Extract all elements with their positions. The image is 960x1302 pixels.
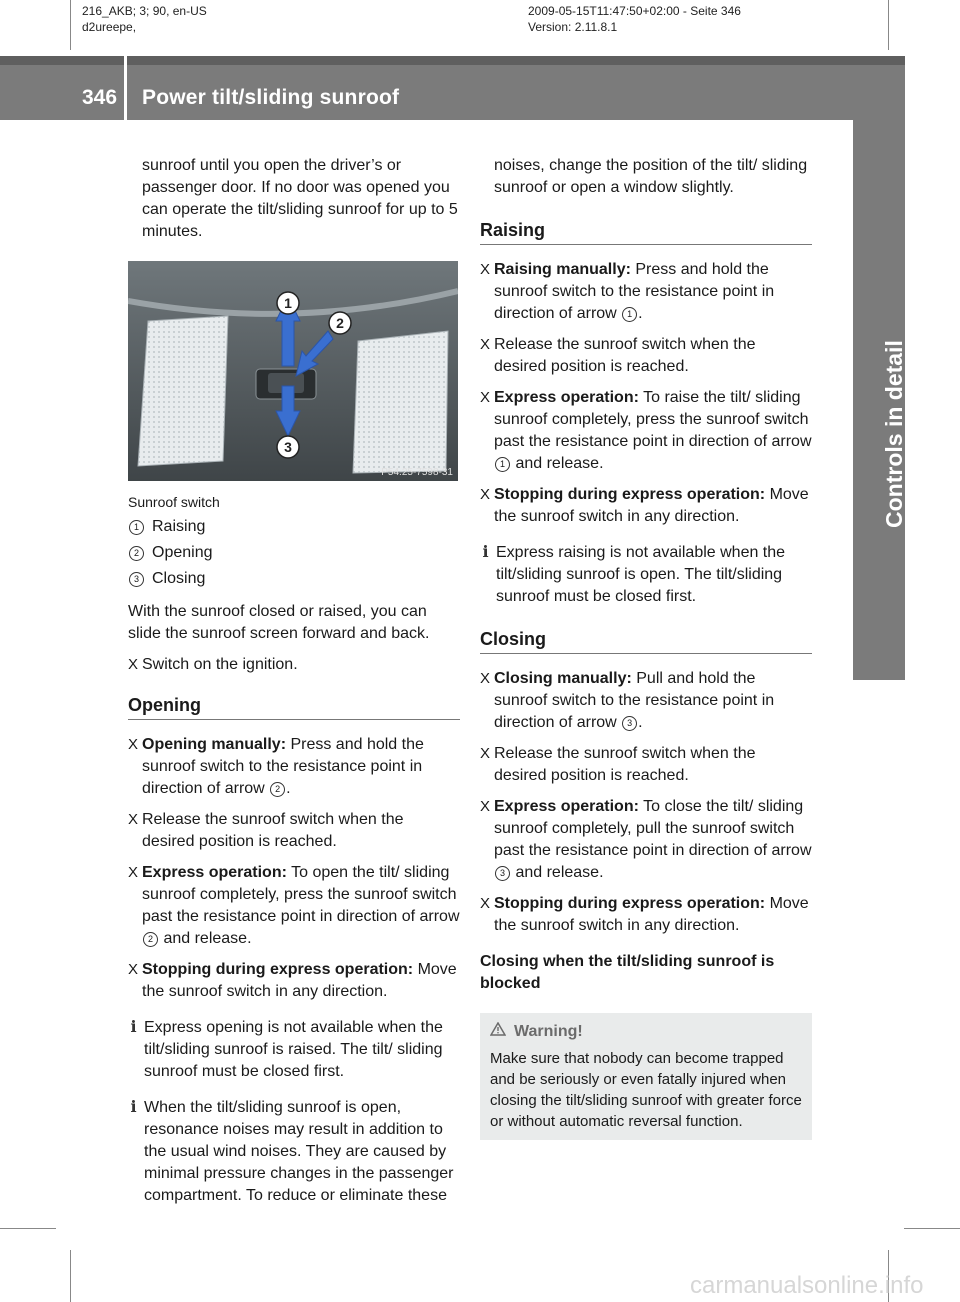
legend-label: Opening [152, 544, 213, 561]
callout-number: 3 [495, 866, 510, 881]
step-text: . [638, 714, 643, 731]
step-text: and release. [159, 930, 252, 947]
info-icon: i [130, 1017, 137, 1036]
step-text: and release. [511, 864, 604, 881]
step-label: Closing manually: [494, 670, 632, 687]
step-text: Move the sunroof switch in any direction. [494, 895, 809, 934]
instruction-step [480, 259, 812, 325]
callout-number: 2 [143, 932, 158, 947]
step-arrow-icon: X [480, 670, 491, 687]
step-text: Move the sunroof switch in any direction. [494, 486, 809, 525]
step-label: Express operation: [142, 864, 287, 881]
legend-label: Raising [152, 518, 206, 535]
step-arrow-icon: X [480, 745, 491, 762]
step-label: Express operation: [494, 798, 639, 815]
crop-mark [888, 0, 889, 50]
step-text: and release. [511, 455, 604, 472]
warning-box [480, 1013, 812, 1140]
right-column [480, 155, 812, 1140]
callout-number: 2 [270, 782, 285, 797]
step-arrow-icon: X [128, 736, 139, 753]
instruction-step [480, 668, 812, 734]
intro-paragraph: sunroof until you open the driver’s or passenger door. If no door was opened you can operate the tilt/sliding sunroof for up to 5 minutes. [142, 157, 458, 240]
step-text: To open the tilt/ sliding sunroof completely, press the sunroof switch past the resistance point in direction of arrow [142, 864, 460, 925]
instruction-step [480, 484, 812, 528]
step-arrow-icon: X [128, 864, 139, 881]
section-heading-raising: Raising [480, 219, 812, 245]
instruction-step [128, 654, 460, 676]
step-arrow-icon: X [480, 486, 491, 503]
step-label: Express operation: [494, 389, 639, 406]
step-text: . [638, 305, 643, 322]
legend-item [128, 541, 460, 567]
legend-item [128, 567, 460, 593]
page-number: 346 [82, 86, 118, 109]
step-text: Press and hold the sunroof switch to the resistance point in direction of arrow [494, 261, 775, 322]
callout-number: 1 [622, 307, 637, 322]
page-title: Power tilt/sliding sunroof [142, 86, 400, 109]
figure-caption: Sunroof switch [128, 494, 220, 510]
side-tab-label: Controls in detail [881, 340, 907, 528]
info-text: Express raising is not available when the tilt/sliding sunroof is open. The tilt/sliding sunroof must be closed first. [496, 544, 786, 605]
step-text: . [286, 780, 291, 797]
warning-title [490, 1021, 802, 1042]
step-text: Release the sunroof switch when the desired position is reached. [142, 811, 404, 850]
crop-mark [70, 1250, 71, 1302]
step-arrow-icon: X [128, 656, 139, 673]
instruction-step [128, 734, 460, 800]
step-text: To raise the tilt/ sliding sunroof completely, press the sunroof switch past the resistance point in direction of arrow [494, 389, 812, 450]
instruction-step [128, 809, 460, 853]
step-text: To close the tilt/ sliding sunroof completely, pull the sunroof switch past the resistance point in direction of arrow [494, 798, 812, 859]
svg-text:2: 2 [336, 315, 344, 331]
instruction-step [480, 893, 812, 937]
step-text: Press and hold the sunroof switch to the resistance point in direction of arrow [142, 736, 424, 797]
step-arrow-icon: X [480, 895, 491, 912]
instruction-step [128, 959, 460, 1003]
callout-number: 3 [129, 572, 144, 587]
callout-number: 2 [129, 546, 144, 561]
step-text: Release the sunroof switch when the desired position is reached. [494, 745, 756, 784]
step-label: Stopping during express operation: [494, 895, 766, 912]
print-meta-right [528, 3, 741, 35]
step-arrow-icon: X [128, 961, 139, 978]
instruction-step [480, 334, 812, 378]
step-arrow-icon: X [480, 389, 491, 406]
subheading-blocked: Closing when the tilt/sliding sunroof is blocked [480, 953, 775, 992]
section-heading-closing: Closing [480, 628, 812, 654]
sunroof-switch-illustration [128, 261, 458, 481]
print-meta-left [82, 3, 207, 35]
page-header [0, 56, 905, 120]
step-arrow-icon: X [480, 336, 491, 353]
callout-number: 1 [129, 520, 144, 535]
info-note [480, 542, 812, 608]
step-arrow-icon: X [128, 811, 139, 828]
step-label: Opening manually: [142, 736, 287, 753]
watermark: carmanualsonline.info [690, 1272, 924, 1299]
continued-paragraph: noises, change the position of the tilt/ sliding sunroof or open a window slightly. [494, 157, 808, 196]
step-label: Stopping during express operation: [142, 961, 414, 978]
info-note [128, 1097, 460, 1207]
info-text: Express opening is not available when the tilt/sliding sunroof is raised. The tilt/ sliding sunroof must be closed first. [144, 1019, 443, 1080]
step-text: Switch on the ignition. [142, 656, 298, 673]
figure-code: P54.25-7598-31 [381, 467, 453, 478]
info-text: When the tilt/sliding sunroof is open, resonance noises may result in addition to the usual wind noises. They are caused by minimal pressure changes in the passenger compartment. To reduce or eliminate these [144, 1099, 454, 1204]
warning-title-text: Warning! [514, 1023, 583, 1040]
header-divider [124, 56, 127, 120]
instruction-step [480, 387, 812, 475]
sunroof-switch-figure [128, 261, 458, 481]
step-text: Pull and hold the sunroof switch to the resistance point in direction of arrow [494, 670, 775, 731]
crop-mark [0, 1228, 56, 1229]
warning-triangle-icon [490, 1021, 506, 1042]
svg-text:3: 3 [284, 439, 292, 455]
step-text: Release the sunroof switch when the desired position is reached. [494, 336, 756, 375]
legend-label: Closing [152, 570, 206, 587]
body-paragraph: With the sunroof closed or raised, you can slide the sunroof screen forward and back. [128, 603, 430, 642]
callout-number: 1 [495, 457, 510, 472]
callout-number: 3 [622, 716, 637, 731]
instruction-step [480, 796, 812, 884]
legend-item [128, 515, 460, 541]
meta-line: 216_AKB; 3; 90, en-US [82, 4, 207, 18]
meta-line: d2ureepe, [82, 20, 137, 34]
step-text: Move the sunroof switch in any direction. [142, 961, 457, 1000]
svg-text:1: 1 [284, 295, 292, 311]
step-label: Stopping during express operation: [494, 486, 766, 503]
info-icon: i [130, 1097, 137, 1116]
step-arrow-icon: X [480, 261, 491, 278]
section-heading-opening: Opening [128, 694, 460, 720]
instruction-step [480, 743, 812, 787]
step-arrow-icon: X [480, 798, 491, 815]
crop-mark [904, 1228, 960, 1229]
info-note [128, 1017, 460, 1083]
warning-text: Make sure that nobody can become trapped and be seriously or even fatally injured when closing the tilt/sliding sunroof with greater force or without automatic reversal function. [490, 1050, 802, 1130]
header-strip [0, 56, 905, 65]
instruction-step [128, 862, 460, 950]
crop-mark [70, 0, 71, 50]
left-column [128, 155, 460, 1217]
meta-line: 2009-05-15T11:47:50+02:00 - Seite 346 [528, 4, 741, 18]
figure-legend [128, 515, 460, 593]
meta-line: Version: 2.11.8.1 [528, 20, 618, 34]
info-icon: i [482, 542, 489, 561]
step-label: Raising manually: [494, 261, 631, 278]
